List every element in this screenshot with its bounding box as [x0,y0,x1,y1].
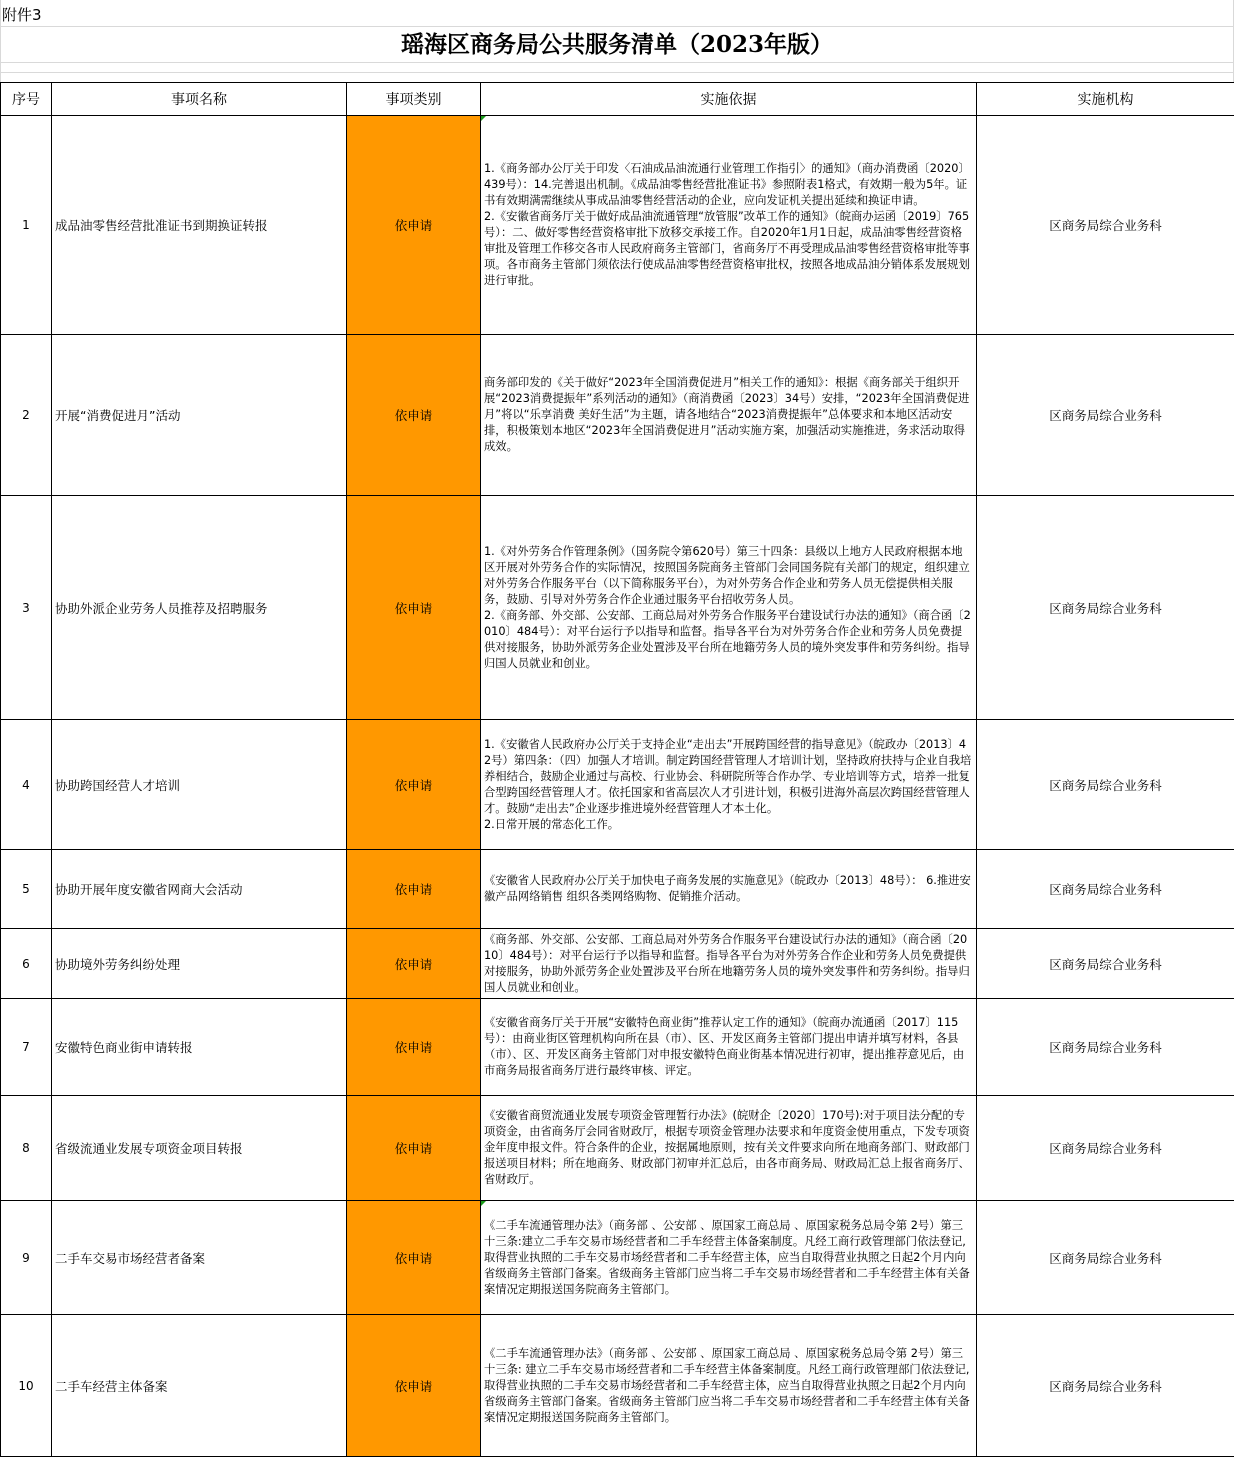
col-header-category: 事项类别 [347,83,481,116]
row-basis [481,850,977,929]
row-index-text: 9 [22,1250,30,1265]
row-category [347,1096,481,1201]
row-category-text: 依申请 [394,408,433,423]
row-name-text: 开展“消费促进月”活动 [55,408,181,423]
table-header-row [1,83,1234,116]
row-name-text: 协助跨国经营人才培训 [55,777,181,793]
row-org-text: 区商务局综合业务科 [1049,882,1162,897]
row-org-text: 区商务局综合业务科 [1049,956,1162,972]
row-basis [481,929,977,999]
row-name [52,116,347,335]
row-org-text: 区商务局综合业务科 [1049,600,1162,616]
row-org [977,116,1234,335]
row-name-text: 二手车经营主体备案 [55,1378,168,1394]
row-category [347,929,481,999]
row-org [977,720,1234,850]
row-org [977,335,1234,496]
row-org-text: 区商务局综合业务科 [1049,1378,1162,1394]
col-header-index: 序号 [1,83,52,116]
row-basis-text: 1.《商务部办公厅关于印发〈石油成品油流通行业管理工作指引〉的通知》（商办消费函〔2020〕439号）：14.完善退出机制。《成品油零售经营批准证书》参照附表1格式，有效期一般为5年。证书有效期满需继续从事成品油零售经营活动的企业，应向发证机关提出延续和换证申请。 2.《安徽省商务厅关于做好成品油流通管理“放管服”改革工作的通知》（皖商办运函〔2019〕765号）：二、做好零售经营资格审批下放移交承接工作。自2020年1月1日起，成品油零售经营资格审批及管理工作移交各市人民政府商务主管部门，省商务厅不再受理成品油零售经营资格审批等事项。各市商务主管部门须依法行使成品油零售经营资格审批权，按照各地成品油分销体系发展规划进行审批。 [484,162,970,287]
row-index-text: 6 [22,956,30,971]
row-basis-text: 《二手车流通管理办法》（商务部 、公安部 、原国家工商总局 、原国家税务总局令第 2号）第三十三条:建立二手车交易市场经营者和二手车经营主体备案制度。凡经工商行政管理部门依法登记, 取得营业执照的二手车交易市场经营者和二手车经营主体，应当自取得营业执照之日起2个月内向省级商务主管部门备案。省级商务主管部门应当将二手车交易市场经营者和二手车经营主体有关备案情况定期报送国务院商务主管部门。 [484,1218,970,1296]
row-org [977,496,1234,720]
table-row [1,1096,1234,1201]
row-index-text: 5 [22,882,30,896]
row-name [52,850,347,929]
row-index [1,999,52,1096]
comment-marker-icon [481,1201,486,1206]
row-category-text: 依申请 [394,218,433,233]
table-row [1,1201,1234,1315]
grid-line [0,72,1234,73]
row-basis [481,496,977,720]
table-row [1,116,1234,335]
row-index [1,1315,52,1457]
row-name [52,496,347,720]
table-row [1,335,1234,496]
row-name-text: 协助开展年度安徽省网商大会活动 [55,882,243,897]
row-name-text: 成品油零售经营批准证书到期换证转报 [55,218,268,233]
row-category [347,1201,481,1315]
table-row [1,929,1234,999]
row-index [1,1096,52,1201]
row-org [977,929,1234,999]
table-row [1,850,1234,929]
row-org-text: 区商务局综合业务科 [1049,1141,1162,1156]
row-name [52,1315,347,1457]
row-index [1,116,52,335]
row-name [52,929,347,999]
row-index-text: 10 [18,1378,34,1393]
row-name-text: 协助外派企业劳务人员推荐及招聘服务 [55,600,268,616]
row-basis-text: 《二手车流通管理办法》（商务部 、公安部 、原国家工商总局 、原国家税务总局令第 2号）第三十三条: 建立二手车交易市场经营者和二手车经营主体备案制度。凡经工商行政管理部门依法登记, 取得营业执照的二手车交易市场经营者和二手车经营主体，应当自取得营业执照之日起2个月内向省级商务主管部门备案。省级商务主管部门应当将二手车交易市场经营者和二手车经营主体有关备案情况定期报送国务院商务主管部门。 [484,1346,970,1424]
row-category-text: 依申请 [394,956,433,972]
row-basis-text: 《安徽省人民政府办公厅关于加快电子商务发展的实施意见》（皖政办〔2013〕48号）： 6.推进安徽产品网络销售 组织各类网络购物、促销推介活动。 [484,874,971,903]
row-category-text: 依申请 [394,600,433,616]
row-name [52,335,347,496]
row-basis [481,720,977,850]
comment-marker-icon [481,116,486,121]
row-name [52,720,347,850]
row-basis-text: 1.《安徽省人民政府办公厅关于支持企业“走出去”开展跨国经营的指导意见》（皖政办〔2013〕42号）第四条：（四）加强人才培训。制定跨国经营管理人才培训计划，坚持政府扶持与企业自我培养相结合，鼓励企业通过与高校、行业协会、科研院所等合作办学、专业培训等方式，培养一批复合型跨国经营管理人才。依托国家和省高层次人才引进计划，积极引进海外高层次跨国经营管理人才。鼓励“走出去”企业逐步推进境外经营管理人才本土化。 2.日常开展的常态化工作。 [484,737,972,831]
row-category [347,116,481,335]
row-index-text: 8 [22,1141,30,1155]
row-name-text: 协助境外劳务纠纷处理 [55,956,181,972]
row-index [1,929,52,999]
row-category [347,999,481,1096]
row-org [977,999,1234,1096]
row-org-text: 区商务局综合业务科 [1049,1250,1162,1266]
row-index-text: 1 [22,218,30,232]
row-index [1,496,52,720]
row-category-text: 依申请 [394,882,433,897]
table-row [1,496,1234,720]
row-index [1,1201,52,1315]
row-org-text: 区商务局综合业务科 [1049,777,1162,793]
row-name-text: 二手车交易市场经营者备案 [55,1250,206,1266]
row-category [347,335,481,496]
table-row [1,999,1234,1096]
row-index-text: 4 [22,777,30,792]
row-org-text: 区商务局综合业务科 [1049,218,1162,233]
grid-line [0,62,1234,63]
grid-line [0,26,1234,27]
row-category-text: 依申请 [394,1250,433,1266]
table-row [1,720,1234,850]
row-basis-text: 《商务部、外交部、公安部、工商总局对外劳务合作服务平台建设试行办法的通知》（商合函〔2010〕484号）：对平台运行予以指导和监督。指导各平台为对外劳务合作企业和劳务人员免费提供对接服务，协助外派劳务企业处置涉及平台所在地籍劳务人员的境外突发事件和劳务纠纷。指导归国人员就业和创业。 [484,932,970,994]
row-index [1,850,52,929]
row-basis [481,1315,977,1457]
row-basis [481,116,977,335]
row-org-text: 区商务局综合业务科 [1049,408,1162,423]
row-org [977,1201,1234,1315]
row-basis [481,999,977,1096]
row-category-text: 依申请 [394,1141,433,1156]
col-header-org: 实施机构 [977,83,1234,116]
row-name [52,1201,347,1315]
row-org-text: 区商务局综合业务科 [1049,1040,1162,1055]
row-name-text: 安徽特色商业街申请转报 [55,1040,193,1055]
row-org [977,850,1234,929]
row-name-text: 省级流通业发展专项资金项目转报 [55,1141,243,1156]
row-basis [481,1096,977,1201]
row-basis-text: 商务部印发的《关于做好“2023年全国消费促进月”相关工作的通知》：根据《商务部关于组织开展“2023消费提振年”系列活动的通知》（商消费函〔2023〕34号）安排，“2023年全国消费促进月”将以“乐享消费 美好生活”为主题，请各地结合“2023消费提振年”总体要求和本地区活动安排，积极策划本地区“2023年全国消费促进月”活动实施方案，加强活动实施推进，务求活动取得成效。 [484,376,970,453]
row-basis [481,1201,977,1315]
row-category [347,1315,481,1457]
col-header-basis: 实施依据 [481,83,977,116]
row-category [347,720,481,850]
table-row [1,1315,1234,1457]
attachment-bar [0,0,1234,27]
row-index [1,335,52,496]
row-category [347,496,481,720]
row-basis-text: 《安徽省商务厅关于开展“安徽特色商业街”推荐认定工作的通知》（皖商办流通函〔2017〕115号）：由商业街区管理机构向所在县（市）、区、开发区商务主管部门提出申请并填写材料，各县（市）、区、开发区商务主管部门对申报安徽特色商业街基本情况进行初审，提出推荐意见后，由市商务局报省商务厅进行最终审核、评定。 [484,1016,965,1077]
col-header-name: 事项名称 [52,83,347,116]
attachment-label: 附件3 [2,6,42,24]
row-org [977,1096,1234,1201]
row-category-text: 依申请 [394,777,433,793]
row-category-text: 依申请 [394,1378,433,1394]
table-body [1,116,1234,1457]
row-basis [481,335,977,496]
row-index [1,720,52,850]
row-name [52,1096,347,1201]
row-index-text: 7 [22,1040,30,1054]
row-category-text: 依申请 [394,1040,433,1055]
row-org [977,1315,1234,1457]
service-table [0,82,1234,1457]
row-index-text: 2 [22,408,30,422]
row-index-text: 3 [22,600,30,615]
page-title: 瑶海区商务局公共服务清单（2023年版） [400,31,833,58]
row-basis-text: 《安徽省商贸流通业发展专项资金管理暂行办法》(皖财企〔2020〕170号):对于项目法分配的专项资金，由省商务厅会同省财政厅，根据专项资金管理办法要求和年度资金使用重点，下发专项资金年度申报文件。符合条件的企业，按据属地原则，按有关文件要求向所在地商务部门、财政部门报送项目材料；所在地商务、财政部门初审并汇总后，由各市商务局、财政局汇总上报省商务厅、省财政厅。 [484,1109,970,1186]
row-category [347,850,481,929]
row-name [52,999,347,1096]
row-basis-text: 1.《对外劳务合作管理条例》（国务院令第620号）第三十四条：县级以上地方人民政府根据本地区开展对外劳务合作的实际情况，按照国务院商务主管部门会同国务院有关部门的规定，组织建立对外劳务合作服务平台（以下简称服务平台），为对外劳务合作企业和劳务人员无偿提供相关服务，鼓励、引导对外劳务合作企业通过服务平台招收劳务人员。 2.《商务部、外交部、公安部、工商总局对外劳务合作服务平台建设试行办法的通知》（商合函〔2010〕484号）：对平台运行予以指导和监督。指导各平台为对外劳务合作企业和劳务人员免费提供对接服务，协助外派劳务企业处置涉及平台所在地籍劳务人员的境外突发事件和劳务纠纷。指导归国人员就业和创业。 [484,544,971,670]
